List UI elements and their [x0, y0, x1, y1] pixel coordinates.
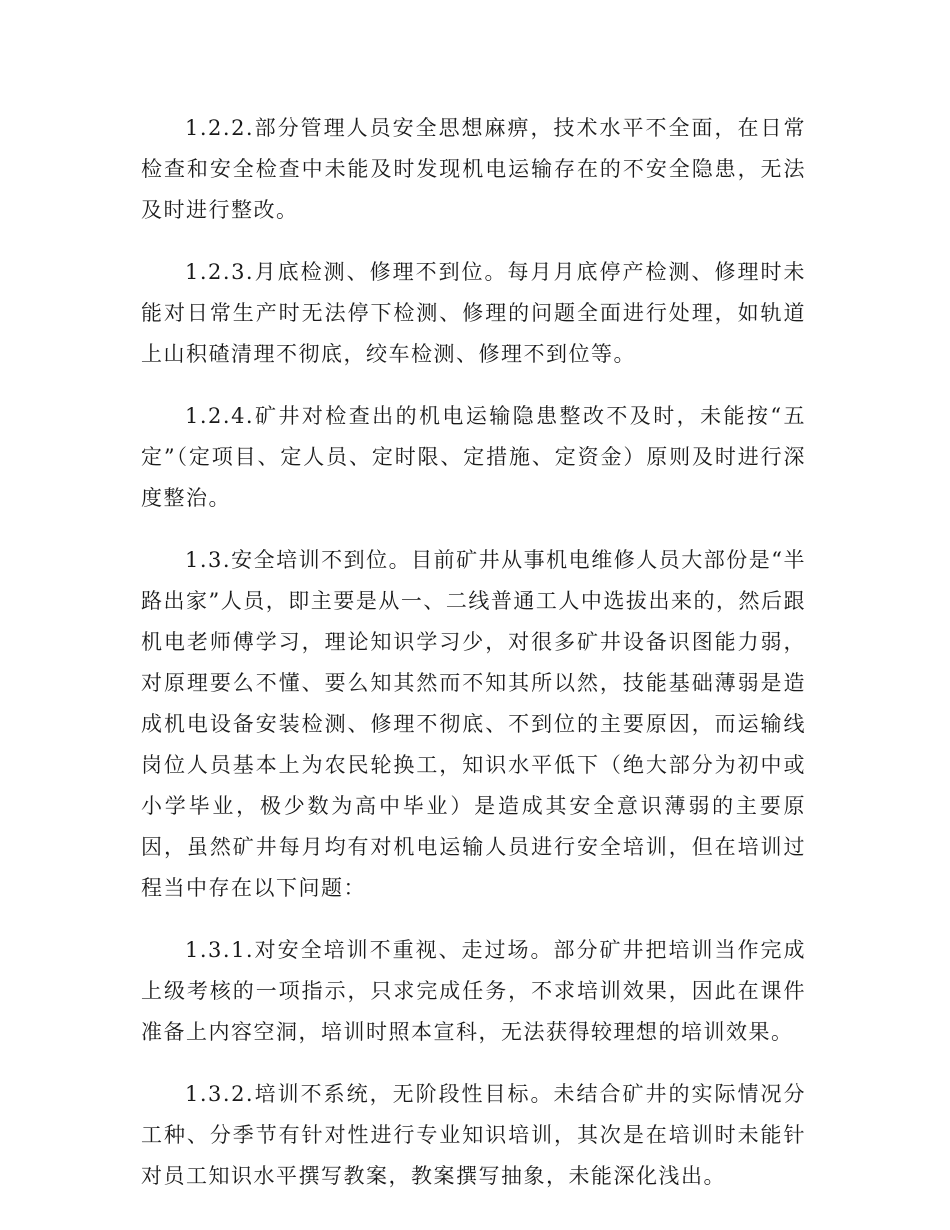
- paragraph-1-2-3: 1.2.3.月底检测、修理不到位。每月月底停产检测、修理时未能对日常生产时无法停下检测、修理的问题全面进行处理，如轨道上山积碴清理不彻底，绞车检测、修理不到位等。: [141, 260, 806, 366]
- paragraph-1-3-2: 1.3.2.培训不系统，无阶段性目标。未结合矿井的实际情况分工种、分季节有针对性进行专业知识培训，其次是在培训时未能针对员工知识水平撰写教案，教案撰写抽象，未能深化浅出。: [141, 1082, 806, 1188]
- paragraph-1-2-2: 1.2.2.部分管理人员安全思想麻痹，技术水平不全面，在日常检查和安全检查中未能及时发现机电运输存在的不安全隐患，无法及时进行整改。: [141, 116, 806, 222]
- paragraph-1-3-1: 1.3.1.对安全培训不重视、走过场。部分矿井把培训当作完成上级考核的一项指示，只求完成任务，不求培训效果，因此在课件准备上内容空洞，培训时照本宣科，无法获得较理想的培训效果。: [141, 938, 806, 1044]
- document-body: [141, 108, 806, 1218]
- paragraph-1-3: 1.3.安全培训不到位。目前矿井从事机电维修人员大部份是“半路出家”人员，即主要是从一、二线普通工人中选拔出来的，然后跟机电老师傅学习，理论知识学习少，对很多矿井设备识图能力弱，对原理要么不懂、要么知其然而不知其所以然，技能基础薄弱是造成机电设备安装检测、修理不彻底、不到位的主要原因，而运输线岗位人员基本上为农民轮换工，知识水平低下（绝大部分为初中或小学毕业，极少数为高中毕业）是造成其安全意识薄弱的主要原因，虽然矿井每月均有对机电运输人员进行安全培训，但在培训过程当中存在以下问题：: [141, 548, 806, 900]
- paragraph-1-2-4: 1.2.4.矿井对检查出的机电运输隐患整改不及时，未能按“五定”（定项目、定人员、定时限、定措施、定资金）原则及时进行深度整治。: [141, 404, 806, 510]
